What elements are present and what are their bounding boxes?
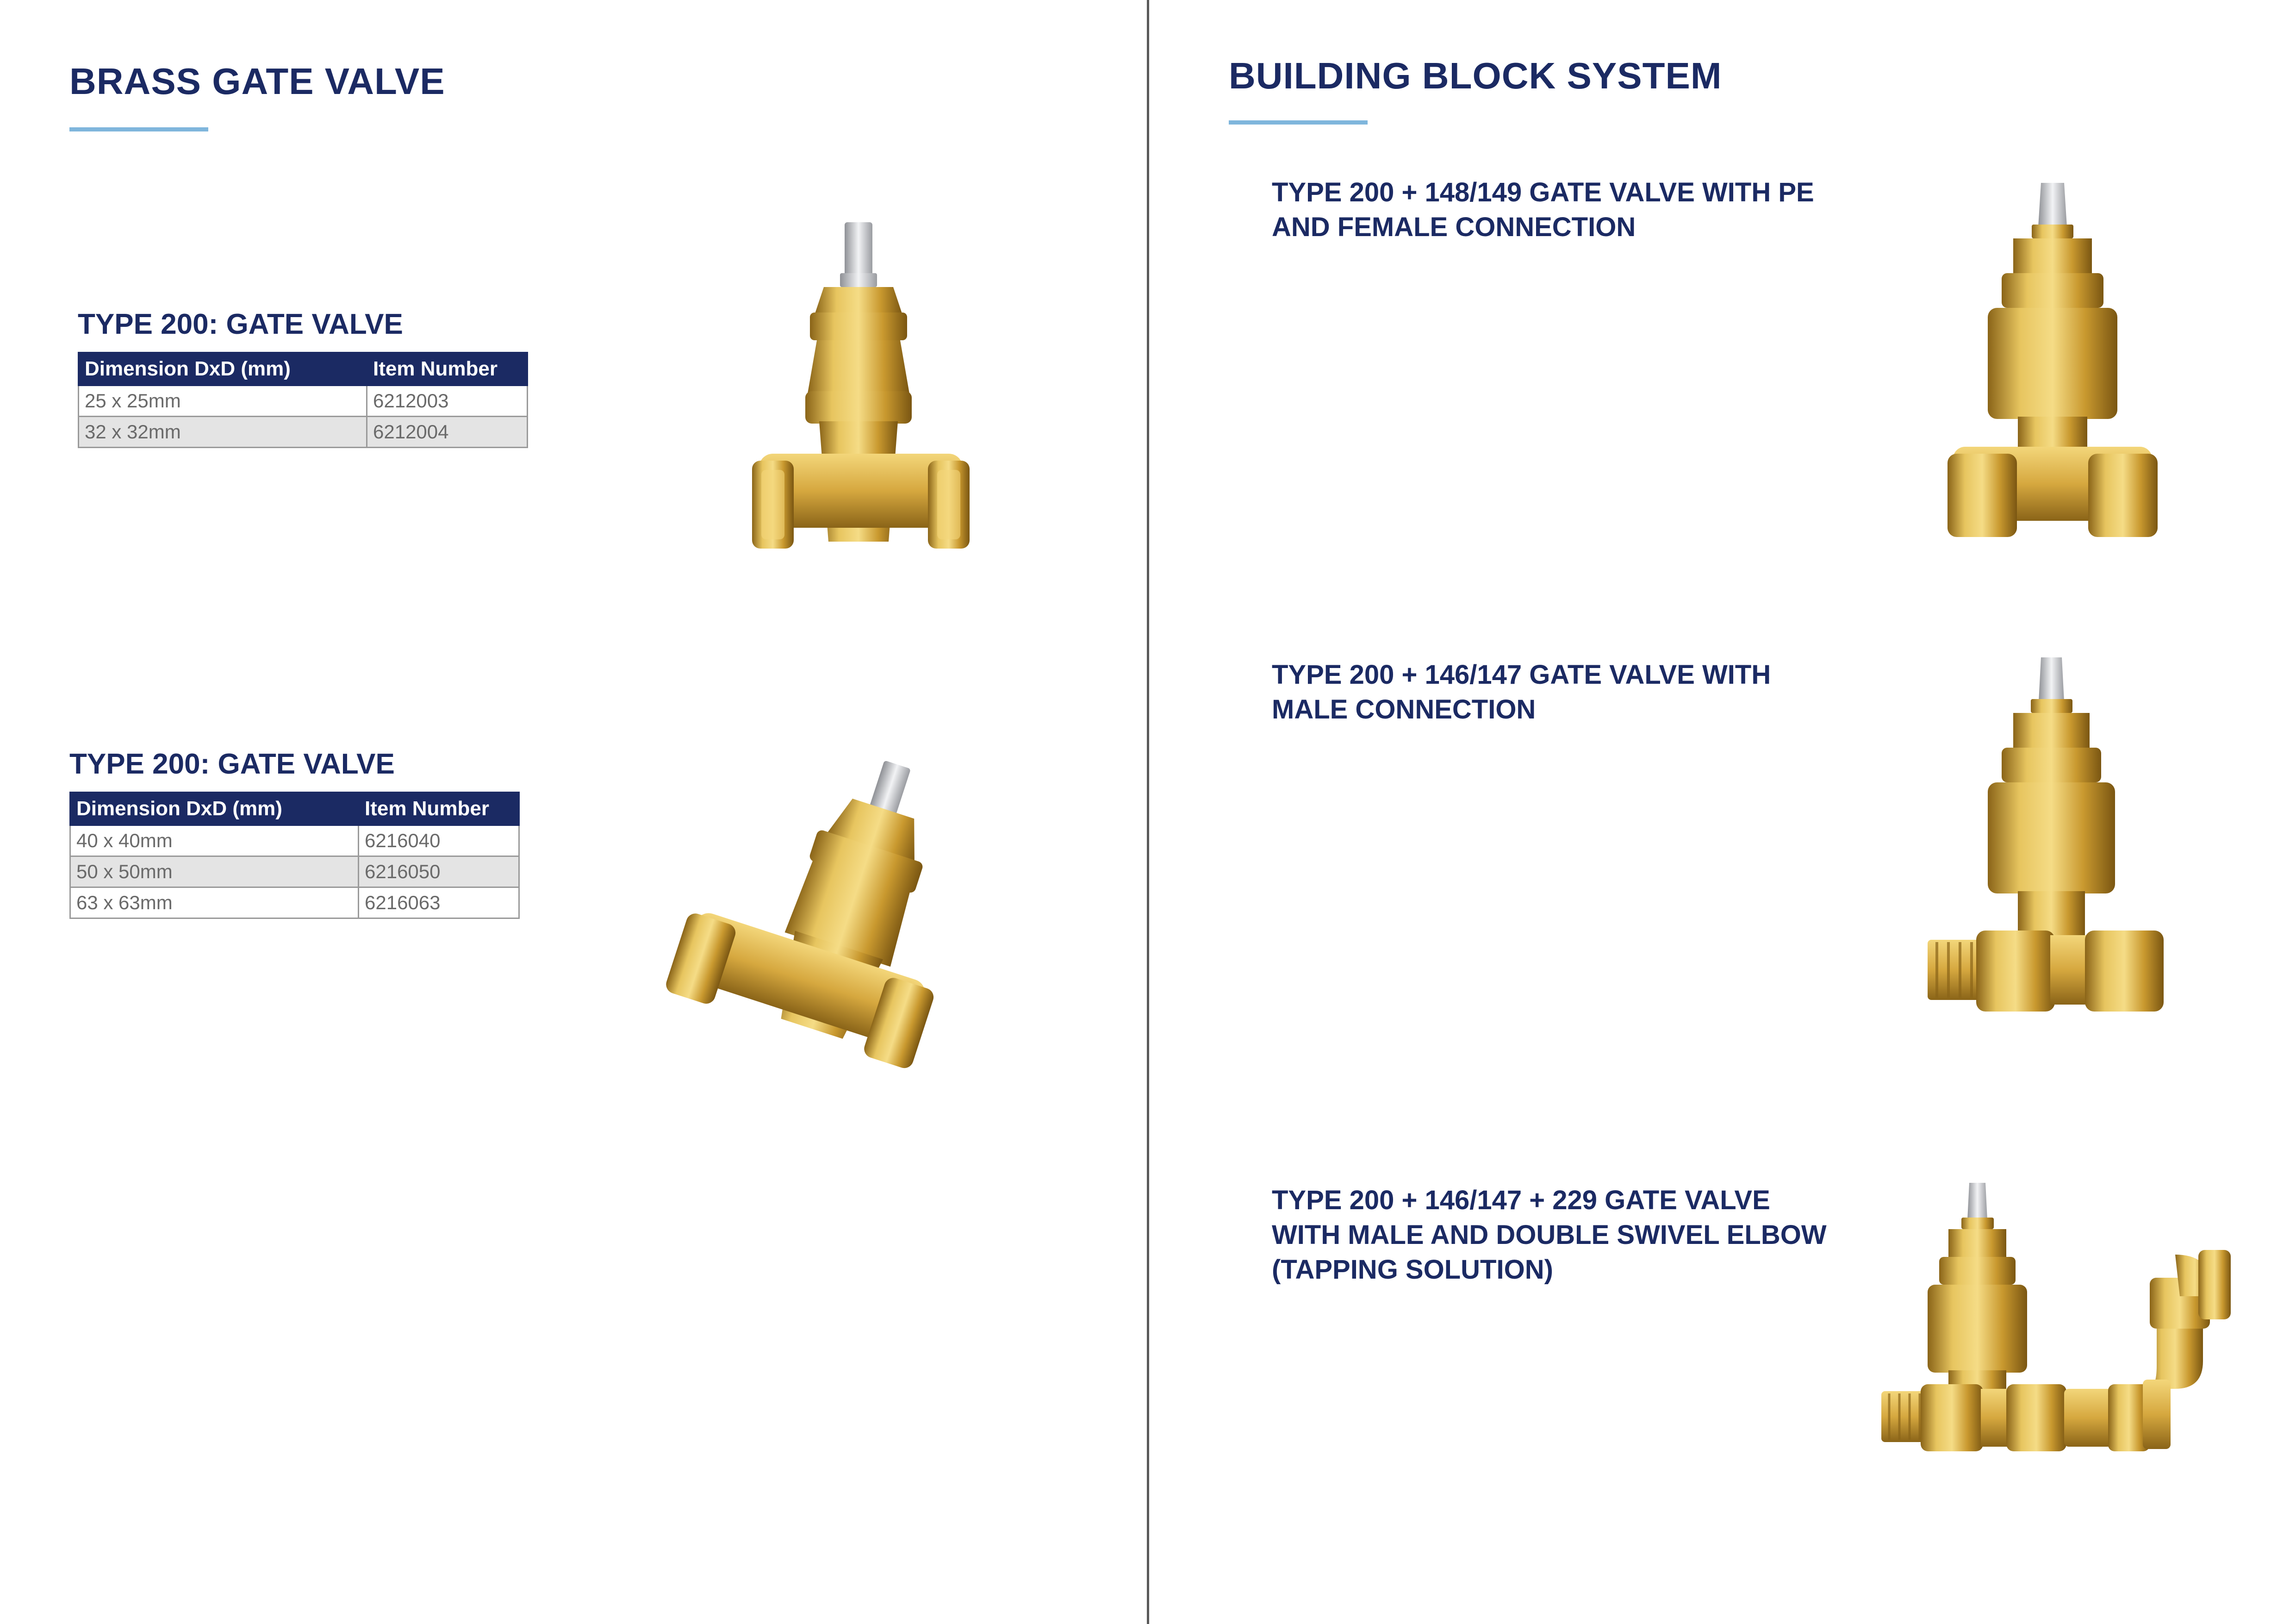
section-1-title: TYPE 200: GATE VALVE (78, 308, 403, 340)
cell-item-number: 6216050 (359, 856, 519, 887)
cell-item-number: 6212004 (367, 417, 528, 448)
page-divider (1147, 0, 1149, 1624)
gate-valve-female-icon (1944, 181, 2161, 551)
cell-dimension: 63 x 63mm (70, 887, 359, 918)
product-1-title-line: TYPE 200 + 148/149 GATE VALVE WITH PE (1272, 177, 1814, 207)
table-header-row (70, 793, 519, 825)
brass-gate-valve-angled-icon (690, 750, 967, 1056)
table-row (79, 417, 528, 448)
column-header-dimension: Dimension DxD (mm) (70, 793, 359, 825)
left-heading-underline (69, 127, 208, 131)
column-header-dimension: Dimension DxD (mm) (79, 353, 367, 386)
cell-item-number: 6216063 (359, 887, 519, 918)
section-2-title: TYPE 200: GATE VALVE (69, 748, 395, 780)
cell-dimension: 32 x 32mm (79, 417, 367, 448)
table-row (70, 887, 519, 918)
left-heading: BRASS GATE VALVE (69, 61, 445, 102)
table-row (79, 386, 528, 417)
column-header-item-number: Item Number (359, 793, 519, 825)
table-header-row (79, 353, 528, 386)
brass-gate-valve-icon (750, 218, 972, 569)
gate-valve-elbow-icon (1879, 1181, 2235, 1468)
product-3-title-line: WITH MALE AND DOUBLE SWIVEL ELBOW (1272, 1220, 1827, 1250)
column-header-item-number: Item Number (367, 353, 528, 386)
product-3-title-line: (TAPPING SOLUTION) (1272, 1255, 1553, 1285)
product-1-title (1272, 175, 1814, 244)
cell-dimension: 25 x 25mm (79, 386, 367, 417)
table-row (70, 825, 519, 856)
product-2-title-line: MALE CONNECTION (1272, 694, 1536, 725)
right-heading: BUILDING BLOCK SYSTEM (1229, 55, 1722, 96)
product-3-title (1272, 1183, 1827, 1287)
spec-table-1 (78, 352, 528, 448)
product-3-title-line: TYPE 200 + 146/147 + 229 GATE VALVE (1272, 1185, 1770, 1215)
product-1-title-line: AND FEMALE CONNECTION (1272, 212, 1636, 242)
gate-valve-male-icon (1925, 655, 2166, 1016)
spec-table-2 (69, 792, 520, 919)
cell-dimension: 40 x 40mm (70, 825, 359, 856)
table-row (70, 856, 519, 887)
cell-dimension: 50 x 50mm (70, 856, 359, 887)
product-2-title-line: TYPE 200 + 146/147 GATE VALVE WITH (1272, 660, 1771, 690)
cell-item-number: 6212003 (367, 386, 528, 417)
right-heading-underline (1229, 120, 1368, 125)
product-2-title (1272, 657, 1771, 727)
cell-item-number: 6216040 (359, 825, 519, 856)
